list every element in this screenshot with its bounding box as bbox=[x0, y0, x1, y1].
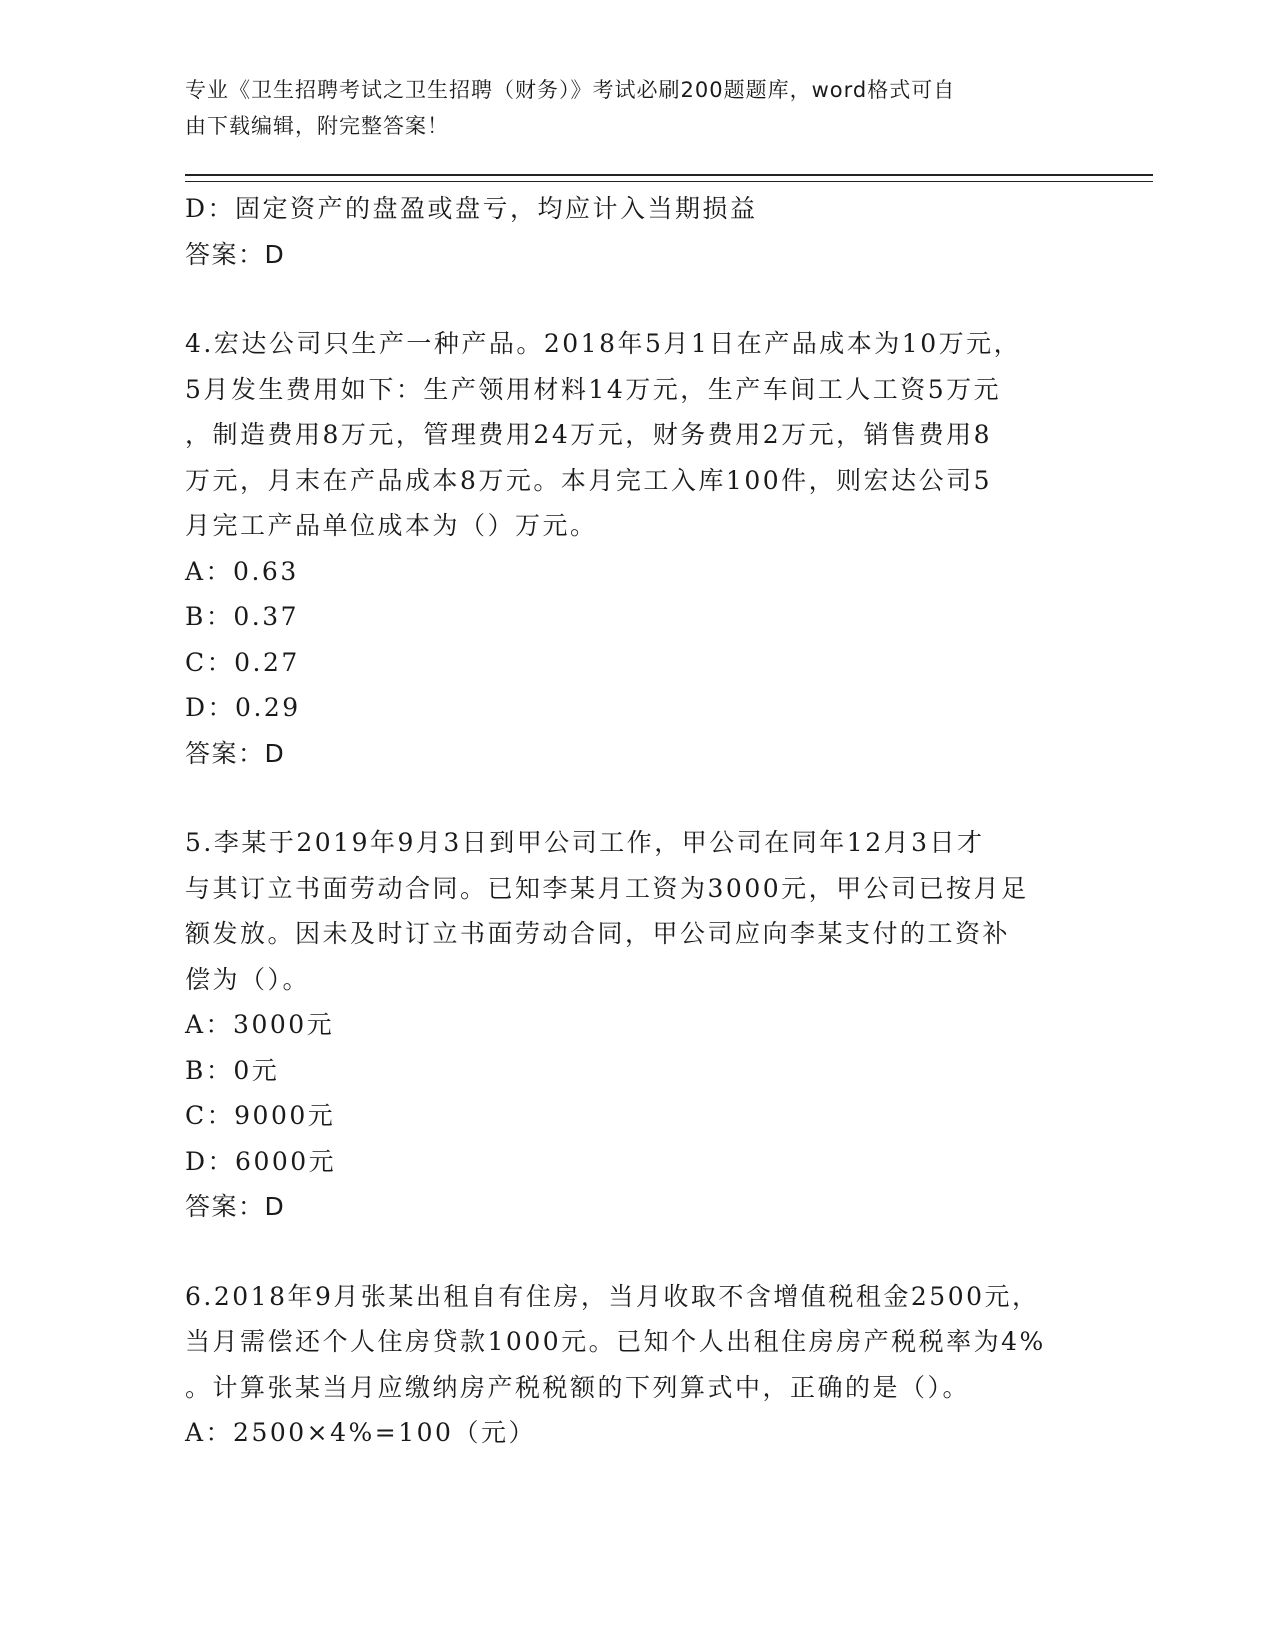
document-body bbox=[185, 186, 1085, 1456]
option-a: A：3000元 bbox=[185, 1010, 335, 1039]
spacer bbox=[185, 277, 1085, 321]
question-stem bbox=[185, 820, 1085, 1002]
option-d: D：0.29 bbox=[185, 693, 301, 722]
question-stem bbox=[185, 321, 1085, 549]
stem-line: 。计算张某当月应缴纳房产税税额的下列算式中，正确的是（）。 bbox=[185, 1372, 971, 1402]
question-4 bbox=[185, 321, 1085, 776]
stem-line: 6.2018年9月张某出租自有住房，当月收取不含增值税租金2500元， bbox=[185, 1281, 1040, 1311]
stem-line: 万元，月末在产品成本8万元。本月完工入库100件，则宏达公司5 bbox=[185, 465, 993, 495]
stem-line: 当月需偿还个人住房贷款1000元。已知个人出租住房房产税税率为4% bbox=[185, 1327, 1046, 1356]
question-stem bbox=[185, 1274, 1085, 1411]
stem-line: 4.宏达公司只生产一种产品。2018年5月1日在产品成本为10万元， bbox=[185, 329, 1022, 358]
option-c: C：0.27 bbox=[185, 647, 300, 677]
option-a: A：0.63 bbox=[185, 556, 299, 586]
header-title-line-1: 专业《卫生招聘考试之卫生招聘（财务）》考试必刷200题题库，word格式可自 bbox=[185, 78, 956, 102]
spacer bbox=[185, 1230, 1085, 1274]
stem-line: 额发放。因未及时订立书面劳动合同，甲公司应向李某支付的工资补 bbox=[185, 919, 1011, 948]
option-c: C：9000元 bbox=[185, 1101, 336, 1130]
header-title-line-2: 由下载编辑，附完整答案！ bbox=[185, 114, 449, 138]
spacer bbox=[185, 776, 1085, 820]
option-a: A：2500×4%=100（元） bbox=[185, 1418, 536, 1447]
stem-line: 月完工产品单位成本为（）万元。 bbox=[185, 511, 598, 540]
option-b: B：0元 bbox=[185, 1055, 280, 1085]
question-5 bbox=[185, 820, 1085, 1230]
question-6 bbox=[185, 1274, 1085, 1456]
answer-line: 答案：D bbox=[185, 738, 286, 768]
document-header bbox=[185, 72, 1065, 144]
header-divider-thick bbox=[185, 174, 1153, 176]
stem-line: 偿为（）。 bbox=[185, 964, 311, 994]
option-b: B：0.37 bbox=[185, 602, 300, 631]
stem-line: 5月发生费用如下：生产领用材料14万元，生产车间工人工资5万元 bbox=[185, 374, 1002, 404]
header-divider-thin bbox=[185, 181, 1153, 182]
previous-question-tail bbox=[185, 186, 1085, 277]
option-d: D：固定资产的盘盈或盘亏，均应计入当期损益 bbox=[185, 194, 758, 223]
stem-line: 5.李某于2019年9月3日到甲公司工作，甲公司在同年12月3日才 bbox=[185, 828, 985, 857]
stem-line: 与其订立书面劳动合同。已知李某月工资为3000元，甲公司已按月足 bbox=[185, 873, 1029, 903]
stem-line: ，制造费用8万元，管理费用24万元，财务费用2万元，销售费用8 bbox=[185, 420, 993, 449]
answer-line: 答案：D bbox=[185, 1192, 286, 1221]
answer-line: 答案：D bbox=[185, 239, 286, 269]
option-d: D：6000元 bbox=[185, 1146, 337, 1176]
